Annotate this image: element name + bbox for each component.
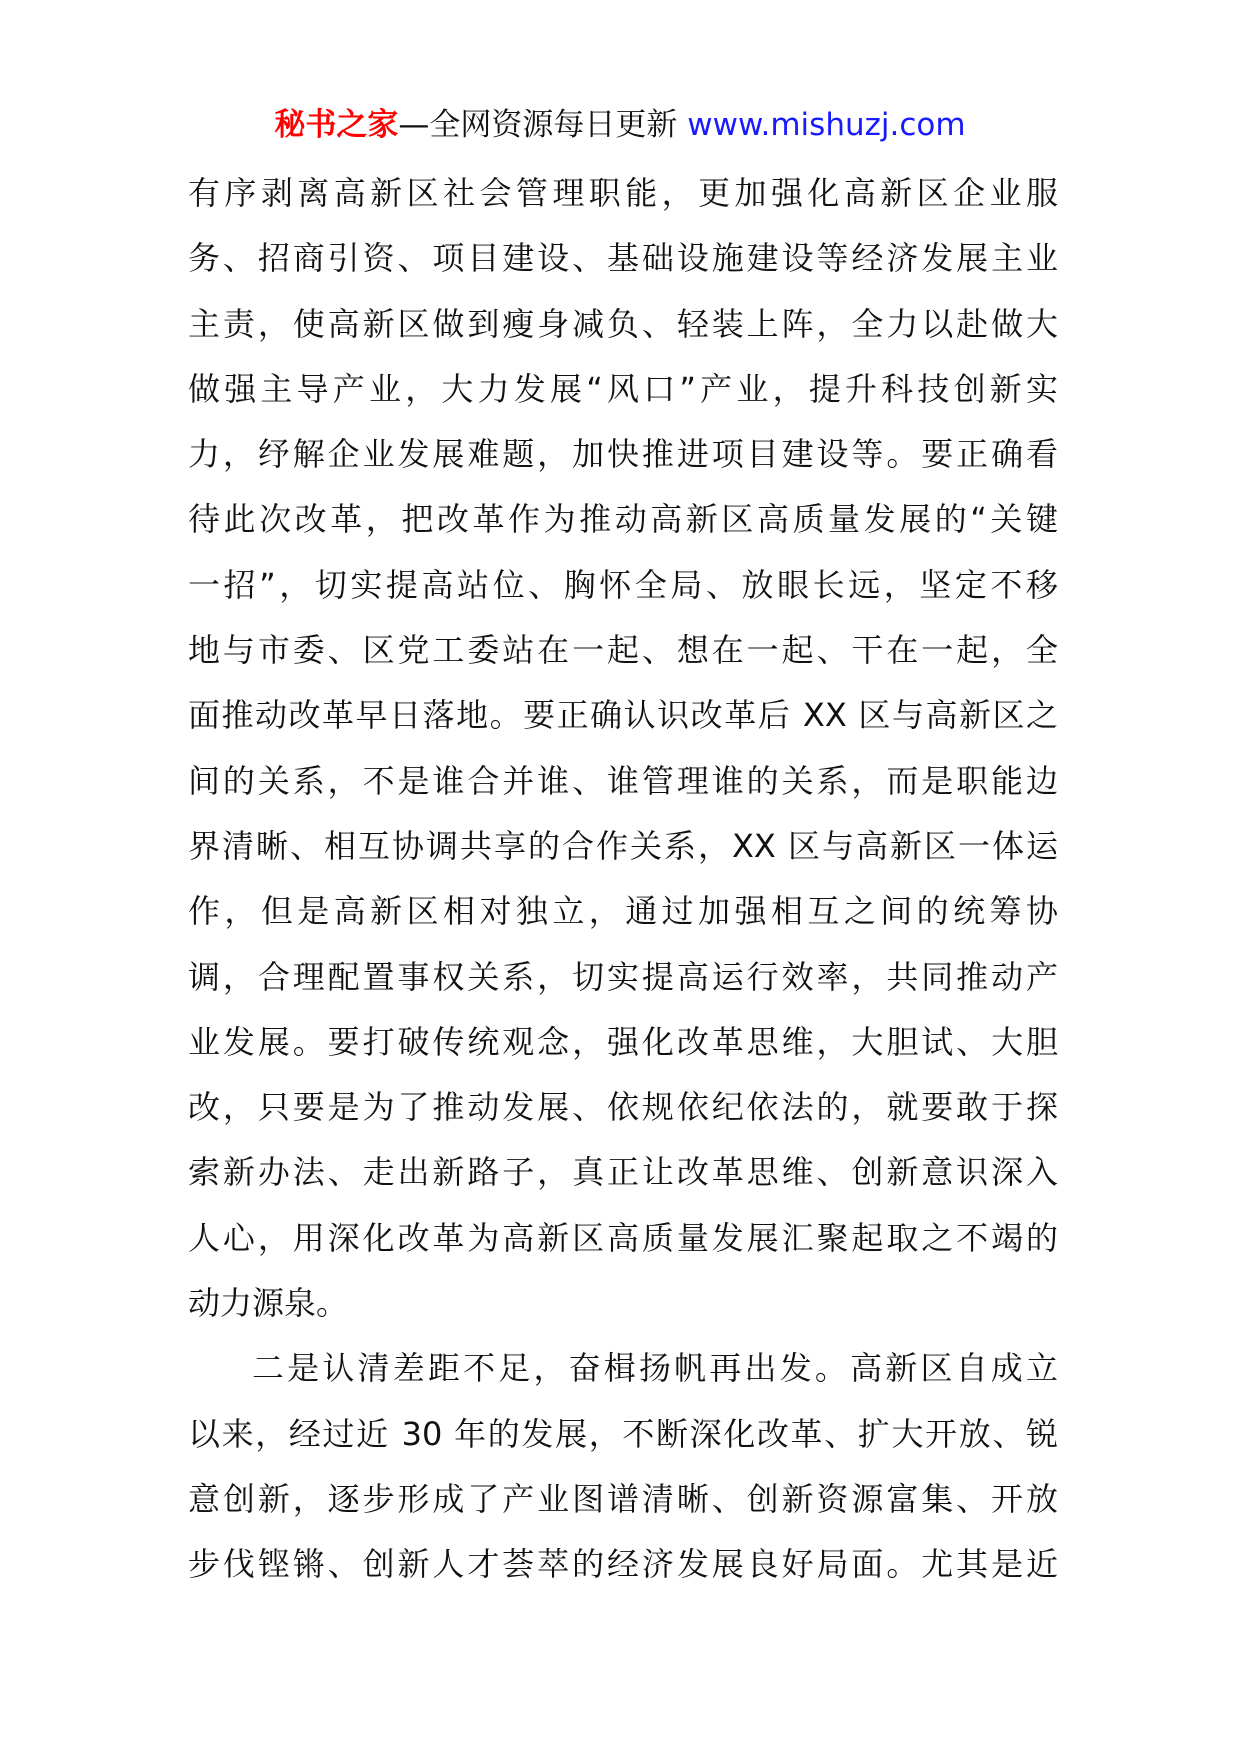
text-line: 间的关系，不是谁合并谁、谁管理谁的关系，而是职能边 (188, 761, 1058, 800)
text-line: 意创新，逐步形成了产业图谱清晰、创新资源富集、开放 (188, 1479, 1058, 1518)
text-line: 有序剥离高新区社会管理职能，更加强化高新区企业服 (188, 174, 1058, 212)
text-line: 动力源泉。 (188, 1284, 349, 1323)
text-line: 调，合理配置事权关系，切实提高运行效率，共同推动产 (188, 957, 1058, 996)
body-text (188, 161, 1058, 1598)
header-brand: 秘书之家 (274, 107, 399, 143)
text-line: 地与市委、区党工委站在一起、想在一起、干在一起，全 (188, 631, 1058, 670)
header-tagline: —全网资源每日更新 (398, 107, 678, 143)
text-line: 以来，经过近 30 年的发展，不断深化改革、扩大开放、锐 (188, 1414, 1058, 1453)
text-line: 改，只要是为了推动发展、依规依纪依法的，就要敢于探 (188, 1088, 1058, 1127)
text-line: 务、招商引资、项目建设、基础设施建设等经济发展主业 (188, 239, 1058, 278)
text-line: 待此次改革，把改革作为推动高新区高质量发展的“关键 (188, 500, 1058, 539)
text-line: 一招”，切实提高站位、胸怀全局、放眼长远，坚定不移 (188, 565, 1058, 604)
text-line: 索新办法、走出新路子，真正让改革思维、创新意识深入 (188, 1153, 1058, 1192)
text-line: 人心，用深化改革为高新区高质量发展汇聚起取之不竭的 (188, 1218, 1058, 1257)
text-line: 面推动改革早日落地。要正确认识改革后 XX 区与高新区之 (188, 696, 1058, 735)
text-line: 做强主导产业，大力发展“风口”产业，提升科技创新实 (188, 369, 1058, 408)
paragraph-first-line: 二是认清差距不足，奋楫扬帆再出发。高新区自成立 (252, 1349, 1058, 1388)
text-line: 主责，使高新区做到瘦身减负、轻装上阵，全力以赴做大 (188, 304, 1058, 343)
text-line: 界清晰、相互协调共享的合作关系，XX 区与高新区一体运 (188, 826, 1058, 865)
page-header (0, 104, 1240, 146)
header-site-link[interactable]: www.mishuzj.com (687, 107, 966, 143)
text-line: 作，但是高新区相对独立，通过加强相互之间的统筹协 (188, 892, 1058, 931)
text-line: 步伐铿锵、创新人才荟萃的经济发展良好局面。尤其是近 (188, 1545, 1058, 1584)
text-line: 力，纾解企业发展难题，加快推进项目建设等。要正确看 (188, 435, 1058, 474)
text-line: 业发展。要打破传统观念，强化改革思维，大胆试、大胆 (188, 1022, 1058, 1061)
